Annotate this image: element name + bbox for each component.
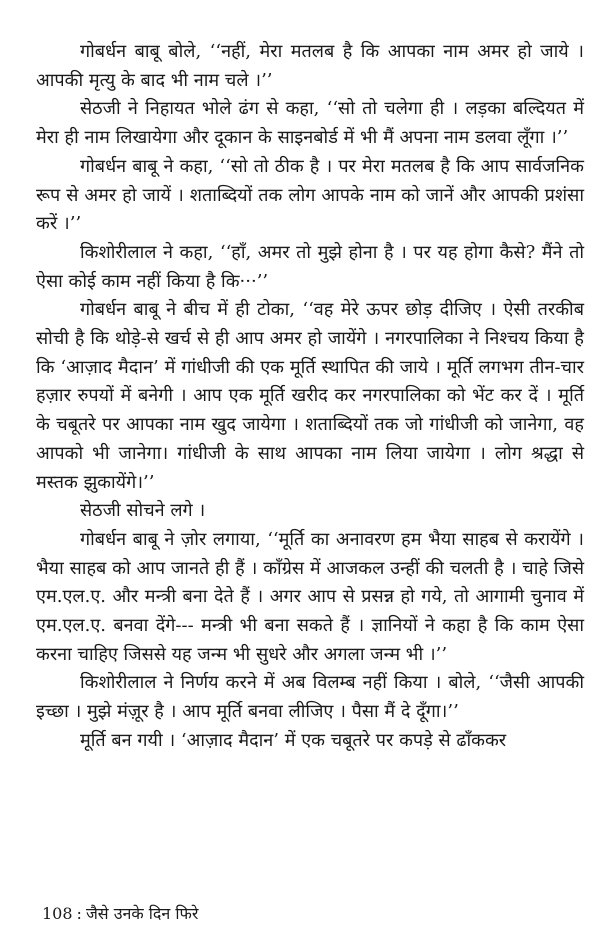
paragraph-9: मूर्ति बन गयी । ‘आज़ाद मैदान’ में एक चबूतरे पर कपड़े से ढाँककर xyxy=(80,729,507,751)
paragraph-3: गोबर्धन बाबू ने कहा, ‘‘सो तो ठीक है । पर मेरा मतलब है कि आप सार्वजनिक रूप से अमर हो जायें । शताब्दियों तक लोग आपके नाम को जानें और आपकी प्रशंसा करें ।’’ xyxy=(36,155,584,235)
paragraph-5: गोबर्धन बाबू ने बीच में ही टोका, ‘‘वह मेरे ऊपर छोड़ दीजिए । ऐसी तरकीब सोची है कि थोड़े-से खर्च से ही आप अमर हो जायेंगे । नगरपालिका ने निश्चय किया है कि ‘आज़ाद मैदान’ में गांधीजी की एक मूर्ति स्थापित की जाये । मूर्ति लगभग तीन-चार हज़ार रुपयों में बनेगी । आप एक मूर्ति खरीद कर नगरपालिका को भेंट कर दें । मूर्ति के चबूतरे पर आपका नाम खुद जायेगा । शताब्दियों तक जो गांधीजी को जानेगा, वह आपको भी जानेगा। गांधीजी के साथ आपका नाम लिया जायेगा । लोग श्रद्धा से मस्तक झुकायेंगे।’’ xyxy=(36,299,584,493)
paragraph-8: किशोरीलाल ने निर्णय करने में अब विलम्ब नहीं किया । बोले, ‘‘जैसी आपकी इच्छा । मुझे मंज़ूर है । आप मूर्ति बनवा लीजिए । पैसा मैं दे दूँगा।’’ xyxy=(36,672,584,723)
page-body xyxy=(36,38,584,756)
footer-separator: : xyxy=(76,904,82,923)
paragraph-6: सेठजी सोचने लगे । xyxy=(80,500,206,522)
paragraph-4: किशोरीलाल ने कहा, ‘‘हाँ, अमर तो मुझे होना है । पर यह होगा कैसे? मैंने तो ऐसा कोई काम नहीं किया है कि···’’ xyxy=(36,241,584,292)
paragraph-2: सेठजी ने निहायत भोले ढंग से कहा, ‘‘सो तो चलेगा ही । लड़का बल्दियत में मेरा ही नाम लिखायेगा और दूकान के साइनबोर्ड में भी मैं अपना नाम डलवा लूँगा ।’’ xyxy=(36,98,584,149)
paragraph-7: गोबर्धन बाबू ने ज़ोर लगाया, ‘‘मूर्ति का अनावरण हम भैया साहब से करायेंगे । भैया साहब को आप जानते ही हैं । काँग्रेस में आजकल उन्हीं की चलती है । चाहे जिसे एम.एल.ए. और मन्त्री बना देते हैं । अगर आप से प्रसन्न हो गये, तो आगामी चुनाव में एम.एल.ए. बनवा देंगे--- मन्त्री भी बना सकते हैं । ज्ञानियों ने कहा है कि काम ऐसा करना चाहिए जिससे यह जन्म भी सुधरे और अगला जन्म भी ।’’ xyxy=(36,528,584,665)
book-title: जैसे उनके दिन फिरे xyxy=(85,904,199,923)
paragraph-1: गोबर्धन बाबू बोले, ‘‘नहीं, मेरा मतलब है कि आपका नाम अमर हो जाये । आपकी मृत्यु के बाद भी नाम चले ।’’ xyxy=(36,41,584,91)
page-number: 108 xyxy=(42,904,73,923)
page-footer xyxy=(42,902,198,924)
